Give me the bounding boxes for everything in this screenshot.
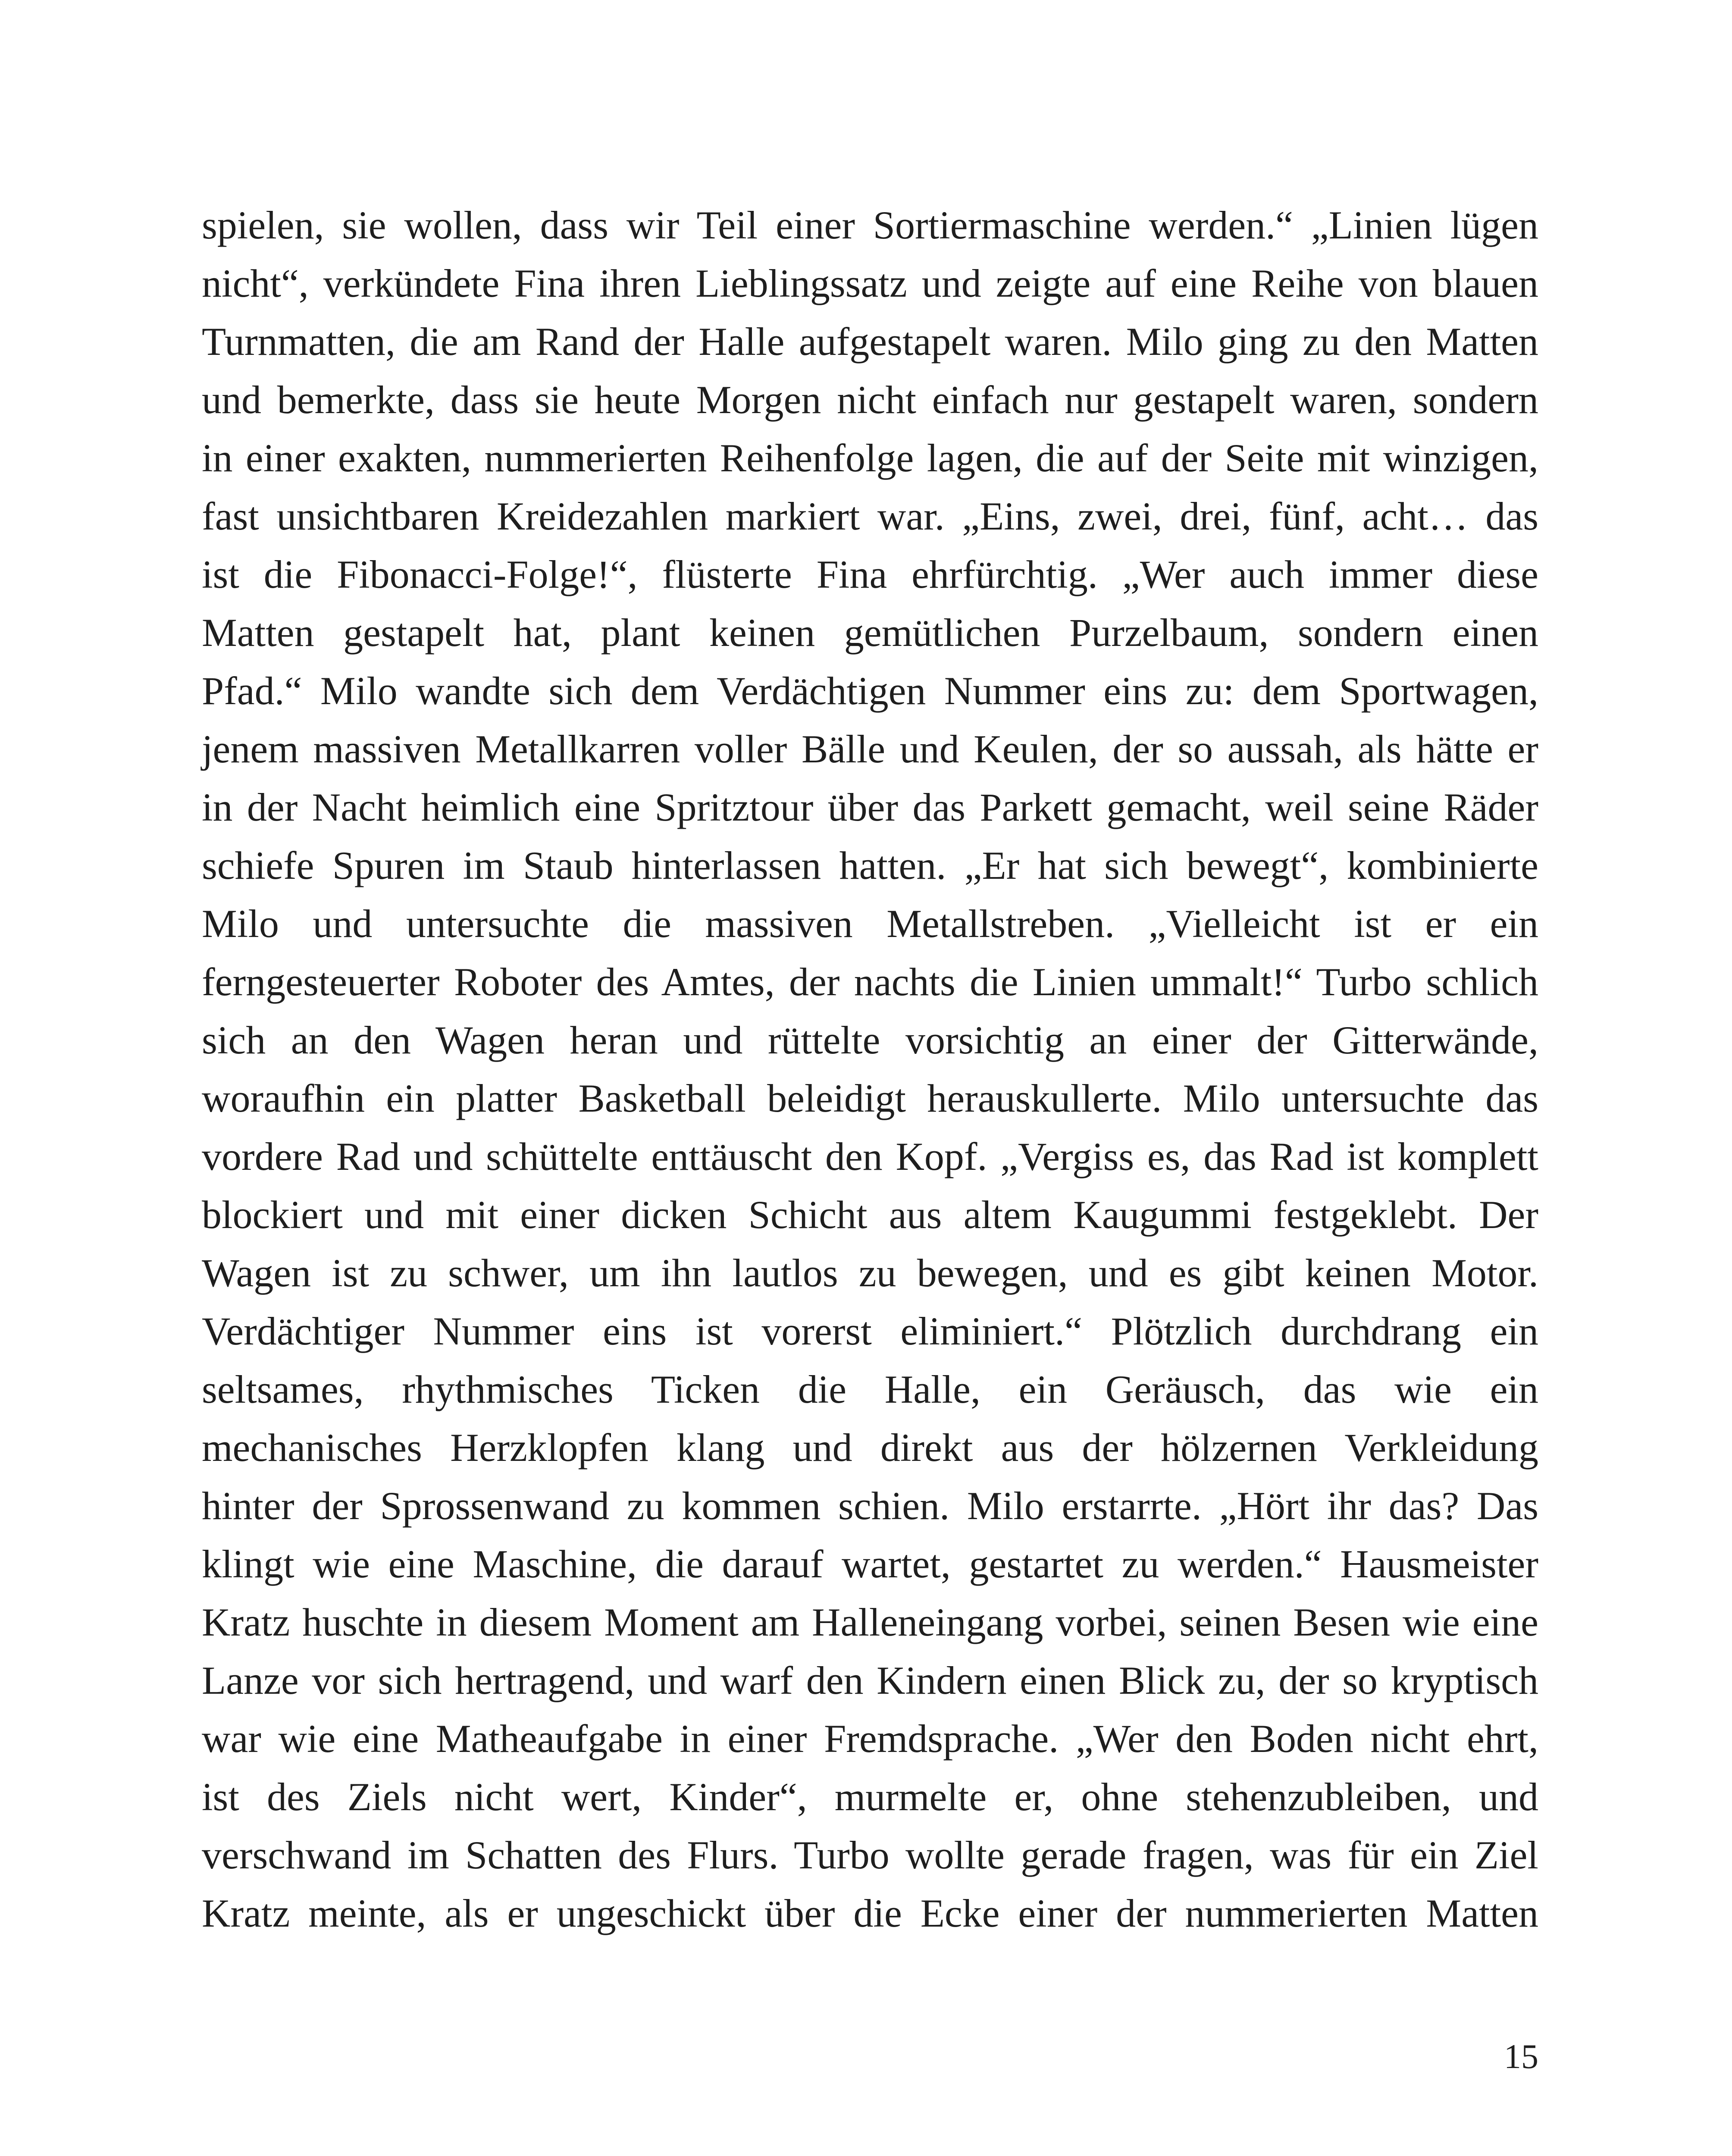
- text-line: fast unsichtbaren Kreidezahlen markiert war. „Eins, zwei, drei, fünf, acht… das: [202, 494, 1538, 538]
- page-number: 15: [1504, 2038, 1538, 2076]
- text-line: nicht“, verkündete Fina ihren Lieblingssatz und zeigte auf eine Reihe von blauen: [202, 261, 1538, 305]
- text-line: in der Nacht heimlich eine Spritztour über das Parkett gemacht, weil seine Räder: [202, 785, 1538, 829]
- text-line: Wagen ist zu schwer, um ihn lautlos zu bewegen, und es gibt keinen Motor.: [202, 1251, 1538, 1295]
- text-line: Pfad.“ Milo wandte sich dem Verdächtigen Nummer eins zu: dem Sportwagen,: [202, 669, 1538, 713]
- text-line: seltsames, rhythmisches Ticken die Halle, ein Geräusch, das wie ein: [202, 1367, 1538, 1411]
- text-line: Turnmatten, die am Rand der Halle aufgestapelt waren. Milo ging zu den Matten: [202, 320, 1538, 364]
- text-line: sich an den Wagen heran und rüttelte vorsichtig an einer der Gitterwände,: [202, 1018, 1538, 1062]
- text-line: ist die Fibonacci-Folge!“, flüsterte Fina ehrfürchtig. „Wer auch immer diese: [202, 552, 1538, 596]
- text-line: schiefe Spuren im Staub hinterlassen hatten. „Er hat sich bewegt“, kombinierte: [202, 843, 1538, 887]
- text-line: war wie eine Matheaufgabe in einer Fremdsprache. „Wer den Boden nicht ehrt,: [202, 1717, 1538, 1761]
- text-line: jenem massiven Metallkarren voller Bälle und Keulen, der so aussah, als hätte er: [202, 727, 1538, 771]
- text-line: Kratz meinte, als er ungeschickt über die Ecke einer der nummerierten Matten: [202, 1891, 1538, 1935]
- text-line: Kratz huschte in diesem Moment am Halleneingang vorbei, seinen Besen wie eine: [202, 1600, 1538, 1644]
- text-line: ist des Ziels nicht wert, Kinder“, murmelte er, ohne stehenzubleiben, und: [202, 1775, 1538, 1819]
- text-line: hinter der Sprossenwand zu kommen schien. Milo erstarrte. „Hört ihr das? Das: [202, 1484, 1538, 1528]
- text-line: Milo und untersuchte die massiven Metallstreben. „Vielleicht ist er ein: [202, 902, 1538, 946]
- text-line: vordere Rad und schüttelte enttäuscht den Kopf. „Vergiss es, das Rad ist komplett: [202, 1134, 1538, 1178]
- body-text: [202, 196, 1538, 1943]
- text-line: spielen, sie wollen, dass wir Teil einer Sortiermaschine werden.“ „Linien lügen: [202, 203, 1538, 247]
- text-line: Matten gestapelt hat, plant keinen gemütlichen Purzelbaum, sondern einen: [202, 611, 1538, 655]
- text-line: Lanze vor sich hertragend, und warf den Kindern einen Blick zu, der so kryptisch: [202, 1658, 1538, 1702]
- text-line: Verdächtiger Nummer eins ist vorerst eliminiert.“ Plötzlich durchdrang ein: [202, 1309, 1538, 1353]
- text-line: in einer exakten, nummerierten Reihenfolge lagen, die auf der Seite mit winzigen,: [202, 436, 1538, 480]
- text-line: woraufhin ein platter Basketball beleidigt herauskullerte. Milo untersuchte das: [202, 1076, 1538, 1120]
- text-line: klingt wie eine Maschine, die darauf wartet, gestartet zu werden.“ Hausmeister: [202, 1542, 1538, 1586]
- text-line: verschwand im Schatten des Flurs. Turbo wollte gerade fragen, was für ein Ziel: [202, 1833, 1538, 1877]
- text-line: ferngesteuerter Roboter des Amtes, der nachts die Linien ummalt!“ Turbo schlich: [202, 960, 1538, 1004]
- text-line: blockiert und mit einer dicken Schicht aus altem Kaugummi festgeklebt. Der: [202, 1193, 1538, 1237]
- text-line: mechanisches Herzklopfen klang und direkt aus der hölzernen Verkleidung: [202, 1426, 1538, 1470]
- text-line: und bemerkte, dass sie heute Morgen nicht einfach nur gestapelt waren, sondern: [202, 378, 1538, 422]
